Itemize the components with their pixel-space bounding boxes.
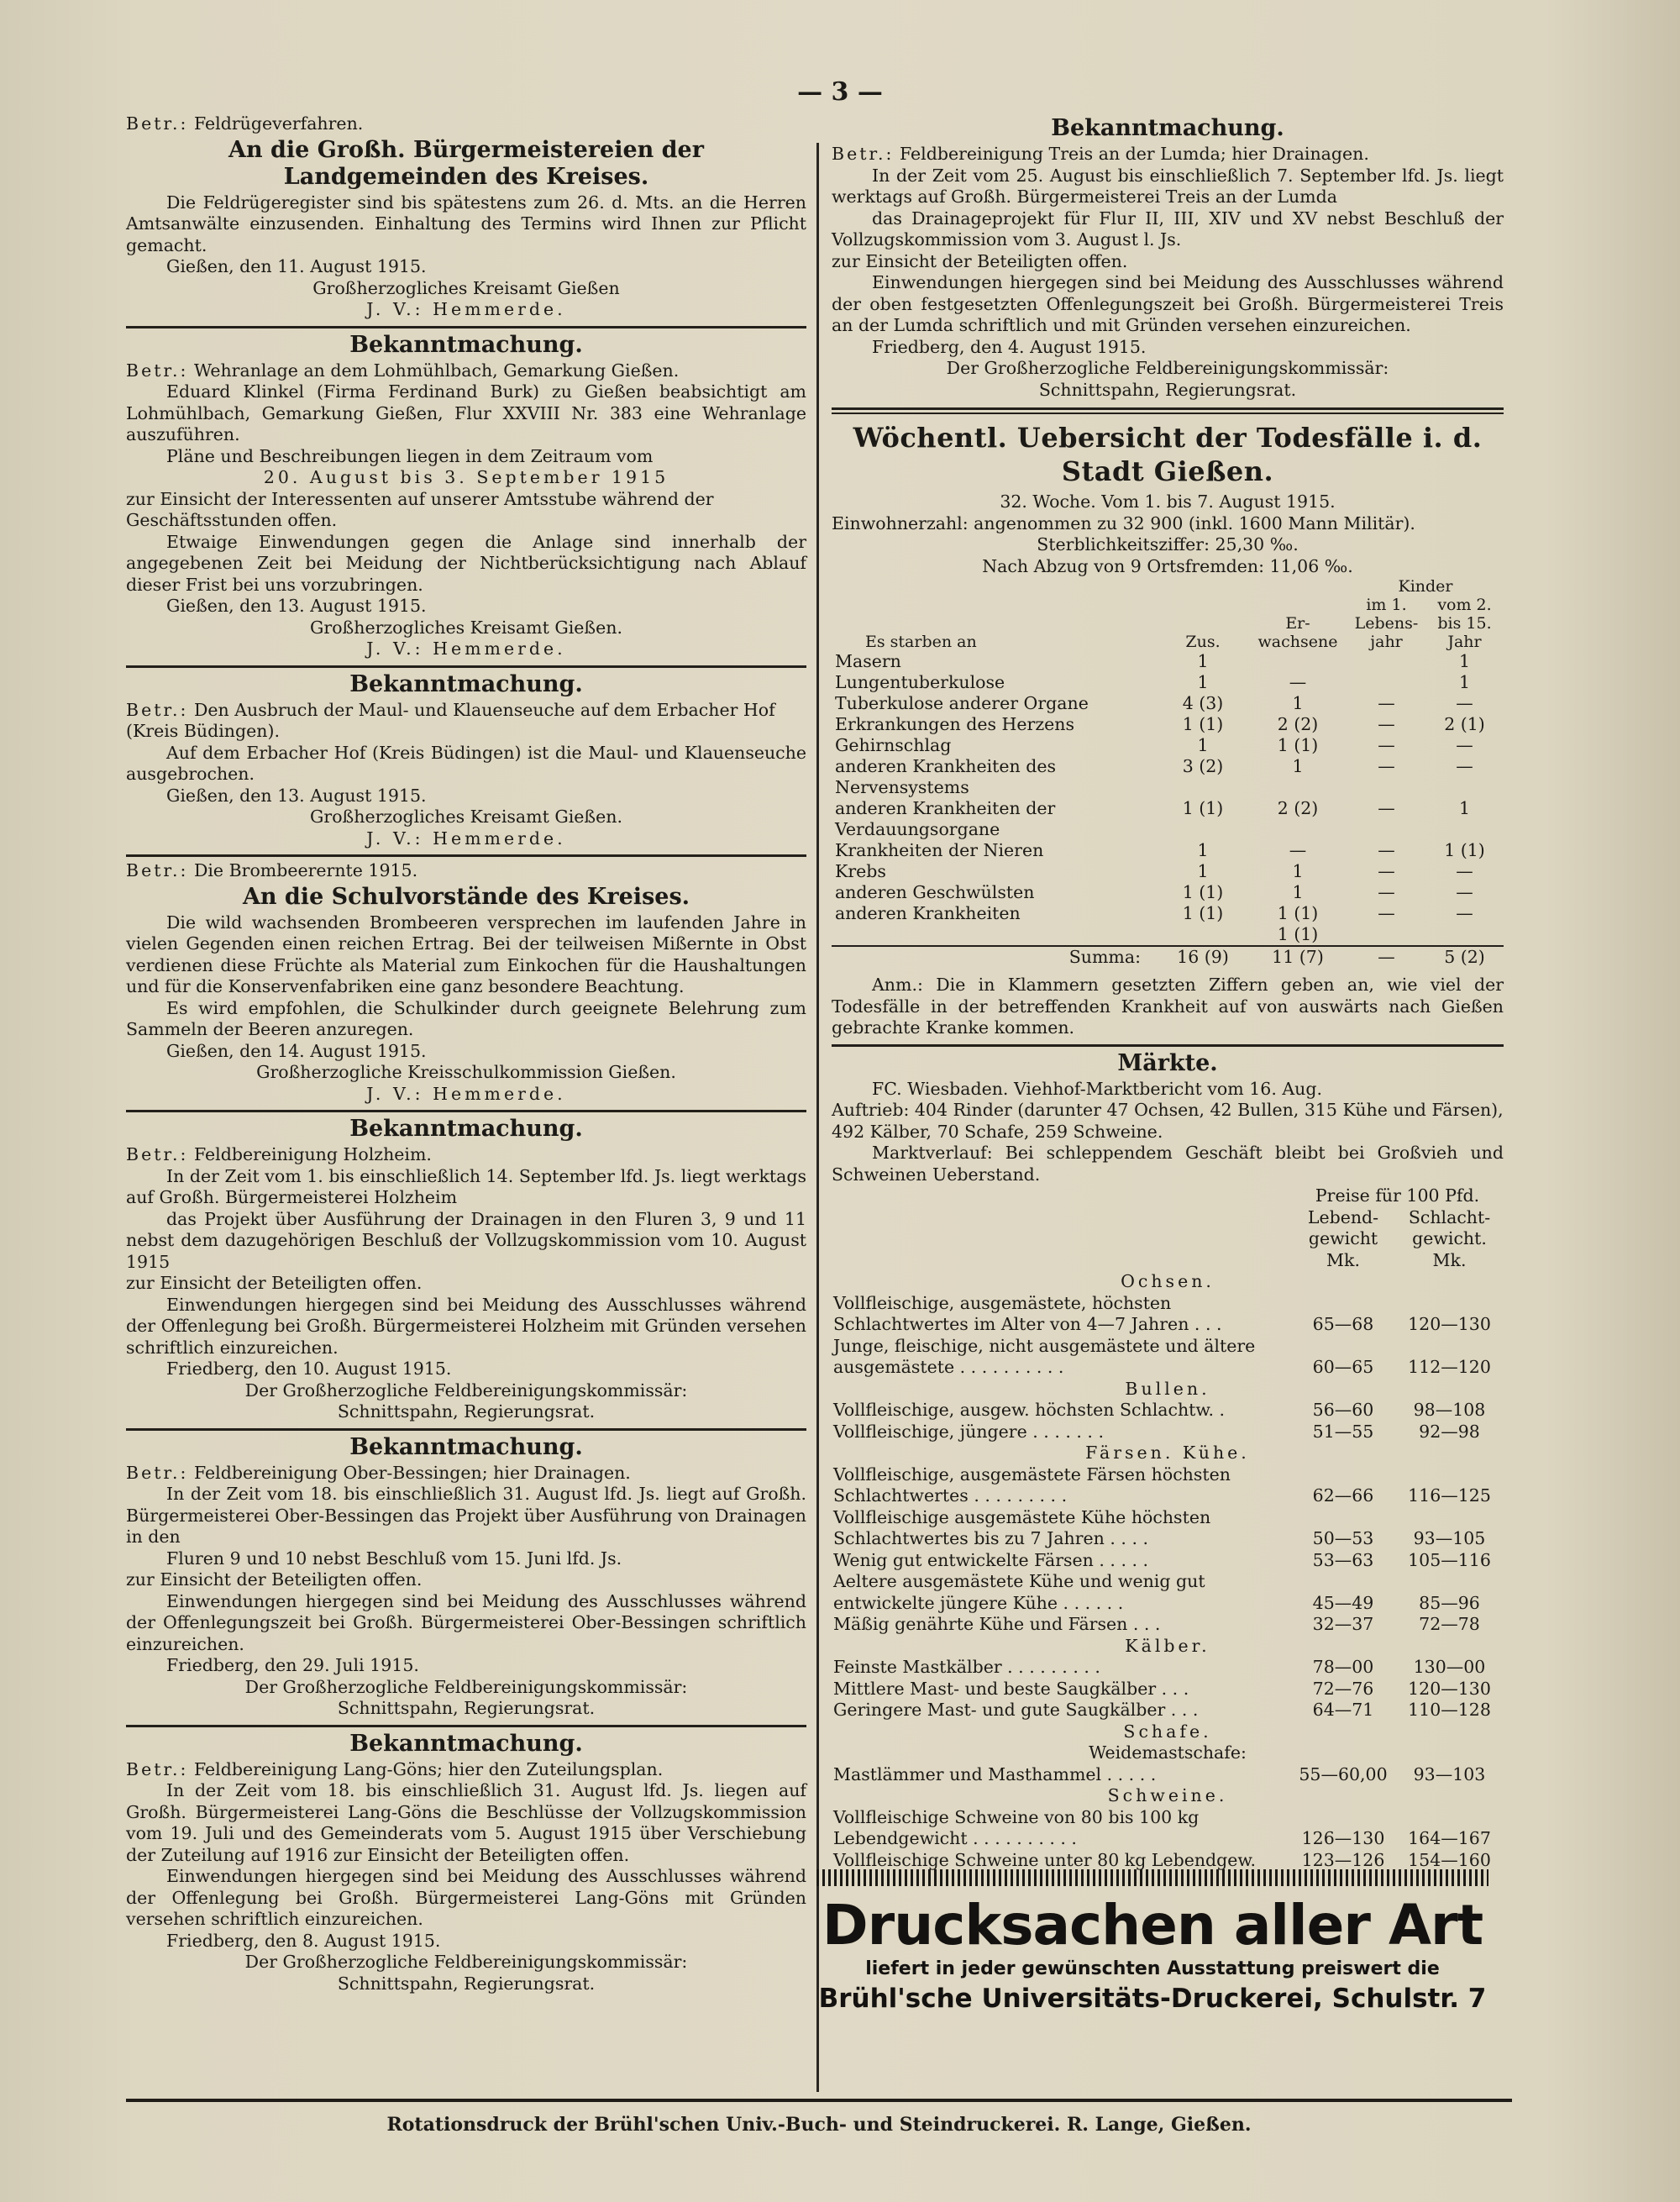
markets-title: Märkte. [1117, 1049, 1218, 1076]
total-cell: 1 [1197, 672, 1209, 692]
price-live: 45—49 [1312, 1592, 1374, 1613]
notice-body: das Projekt über Ausführung der Drainagen in den Fluren 3, 9 und 11 nebst dem dazugehörigen Beschluß der Vollzugskommission vom 10. August 1915 [126, 1208, 806, 1272]
adults-cell [1248, 651, 1347, 672]
total-cell: 1 (1) [1182, 798, 1224, 818]
notice-signature-name: J. V.: Hemmerde. [366, 828, 566, 849]
adults-cell: 2 (2) [1277, 714, 1319, 734]
market-price-row [832, 1850, 1504, 1872]
markets-line: FC. Wiesbaden. Viehhof-Marktbericht vom 16. Aug. [872, 1078, 1322, 1099]
notice-signature-name: J. V.: Hemmerde. [366, 299, 566, 319]
deaths-row-extra [832, 924, 1504, 946]
price-label: Feinste Mastkälber . . . . . . . . . [833, 1657, 1100, 1677]
price-slaughter: 112—120 [1408, 1357, 1491, 1377]
notice-holzheim [126, 1116, 806, 1423]
notice-body: Eduard Klinkel (Firma Ferdinand Burk) zu Gießen beabsichtigt am Lohmühlbach, Gemarkung Gießen, Flur XXVIII Nr. 383 eine Wehranlage auszuführen. [126, 381, 806, 444]
header-adults: Er-wachsene [1257, 614, 1338, 651]
price-slaughter: 93—105 [1413, 1528, 1486, 1548]
deaths-week: 32. Woche. Vom 1. bis 7. August 1915. [1000, 491, 1336, 512]
market-category: Schweine. [1107, 1785, 1228, 1805]
deaths-row [832, 798, 1504, 840]
notice-headline: An die Großh. Bürgermeistereien der Landgemeinden des Kreises. [228, 136, 704, 190]
notice-body: zur Einsicht der Beteiligten offen. [832, 250, 1128, 271]
notice-subject: Betr.: Wehranlage an dem Lohmühlbach, Gemarkung Gießen. [126, 360, 680, 381]
cause-cell: anderen Geschwülsten [835, 882, 1035, 902]
notice-body: das Drainageprojekt für Flur II, III, XIV und XV nebst Beschluß der Vollzugskommission vom 3. August l. Js. [832, 208, 1504, 250]
from-second-cell: — [1456, 693, 1473, 713]
market-price-row [832, 1657, 1504, 1679]
notice-body: In der Zeit vom 25. August bis einschließlich 7. September lfd. Js. liegt werktags auf Großh. Bürgermeisterei Treis an der Lumda [832, 165, 1504, 207]
price-label: Vollfleischige, ausgew. höchsten Schlachtw. . [833, 1400, 1226, 1420]
right-column [832, 113, 1504, 1871]
notice-title: Bekanntmachung. [1051, 115, 1284, 141]
deaths-population: Einwohnerzahl: angenommen zu 32 900 (inkl. 1600 Mann Militär). [832, 512, 1415, 533]
notice-signature-office: Großherzogliches Kreisamt Gießen. [310, 617, 622, 638]
deaths-row [832, 735, 1504, 756]
col-live-weight: Lebend-gewicht [1307, 1206, 1379, 1248]
deaths-row [832, 714, 1504, 735]
deaths-row [832, 693, 1504, 714]
market-price-row [832, 1764, 1504, 1786]
total-cell: 1 [1197, 840, 1209, 860]
markets-line: Auftrieb: 404 Rinder (darunter 47 Ochsen, 42 Bullen, 315 Kühe und Färsen), 492 Kälber, 70 Schafe, 259 Schweine. [832, 1100, 1504, 1142]
market-price-row [832, 1807, 1504, 1850]
deaths-row [832, 651, 1504, 672]
adults-cell: 1 [1292, 861, 1304, 881]
price-slaughter: 93—103 [1413, 1763, 1486, 1784]
price-label: Wenig gut entwickelte Färsen . . . . . [833, 1549, 1149, 1570]
market-category: Ochsen. [1121, 1271, 1215, 1291]
price-label: Mäßig genährte Kühe und Färsen . . . [833, 1614, 1161, 1634]
cause-cell: anderen Krankheiten der Verdauungsorgane [835, 798, 1056, 839]
price-slaughter: 120—130 [1408, 1314, 1491, 1334]
column-rule [816, 143, 819, 2092]
cause-cell: Erkrankungen des Herzens [835, 714, 1074, 734]
notice-date: Friedberg, den 29. Juli 1915. [166, 1655, 419, 1675]
adults-cell: 2 (2) [1277, 798, 1319, 818]
notice-body: zur Einsicht der Beteiligten offen. [126, 1273, 423, 1293]
first-year-cell: — [1378, 840, 1395, 860]
header-children: Kinder [1398, 577, 1453, 596]
notice-brombeerernte [126, 860, 806, 1105]
price-live: 60—65 [1312, 1357, 1374, 1377]
notice-subject: Betr.: Die Brombeerernte 1915. [126, 860, 418, 880]
ad-firm: Brühl'sche Universitäts-Druckerei, Schulstr. 7 [818, 1984, 1487, 2014]
notice-signature-name: Schnittspahn, Regierungsrat. [337, 1698, 596, 1718]
market-price-row [832, 1550, 1504, 1572]
price-live: 51—55 [1312, 1421, 1374, 1442]
from-second-cell: 1 (1) [1444, 840, 1485, 860]
market-category: Schafe. [1123, 1721, 1212, 1742]
divider [126, 1428, 806, 1431]
price-slaughter: 85—96 [1419, 1592, 1480, 1613]
first-year-cell: — [1378, 882, 1395, 902]
deaths-sum-row [832, 946, 1504, 968]
adults-cell: 1 [1292, 693, 1304, 713]
notice-title: Bekanntmachung. [349, 1433, 583, 1460]
adults-cell: — [1289, 672, 1307, 692]
total-cell: 1 [1197, 861, 1209, 881]
notice-signature-name: J. V.: Hemmerde. [366, 639, 566, 659]
notice-body: Einwendungen hiergegen sind bei Meidung des Ausschlusses während der Offenlegung bei Großh. Bürgermeisterei Lang-Göns mit Gründen versehen schriftlich einzureichen. [126, 1866, 806, 1929]
adults-cell: 1 (1) [1277, 903, 1319, 923]
markets-section [832, 1050, 1504, 1872]
ad-border [816, 1869, 1488, 1886]
price-label: Mittlere Mast- und beste Saugkälber . . . [833, 1678, 1189, 1699]
from-second-cell: — [1456, 756, 1473, 776]
market-price-row [832, 1293, 1504, 1336]
adults-cell: 1 (1) [1277, 735, 1319, 755]
divider [126, 1110, 806, 1112]
notice-signature-office: Großherzogliches Kreisamt Gießen. [310, 807, 622, 827]
notice-body: Die wild wachsenden Brombeeren versprechen im laufenden Jahre in vielen Gegenden einen reichen Ertrag. Bei der teilweisen Mißernte in Obst verdienen diese Früchte als Material zum Einkochen für die Haushaltungen und für die Konservenfabriken eine ganz besondere Beachtung. [126, 912, 806, 996]
price-label: Geringere Mast- und gute Saugkälber . . . [833, 1700, 1199, 1720]
price-live: 123—126 [1301, 1849, 1385, 1870]
notice-body: zur Einsicht der Interessenten auf unserer Amtsstube während der Geschäftsstunden offen. [126, 488, 714, 530]
col-slaughter-weight: Schlacht-gewicht. [1408, 1206, 1491, 1248]
price-slaughter: 116—125 [1408, 1485, 1491, 1506]
divider [832, 407, 1504, 414]
notice-treis [832, 115, 1504, 401]
notice-signature-name: Schnittspahn, Regierungsrat. [337, 1973, 596, 1994]
ad-subline: liefert in jeder gewünschten Ausstattung preiswert die [865, 1958, 1440, 1979]
price-slaughter: 98—108 [1413, 1400, 1486, 1420]
deaths-row [832, 903, 1504, 924]
first-year-cell: — [1378, 714, 1395, 734]
from-second-cell: 1 [1458, 672, 1471, 692]
first-year-cell: — [1378, 693, 1395, 713]
price-live: 126—130 [1301, 1828, 1385, 1848]
price-label: Vollfleischige, jüngere . . . . . . . [833, 1421, 1104, 1442]
notice-feldruege [126, 113, 806, 321]
notice-body: Fluren 9 und 10 nebst Beschluß vom 15. Juni lfd. Js. [166, 1548, 622, 1569]
notice-body: Die Feldrügeregister sind bis spätestens zum 26. d. Mts. an die Herren Amtsanwälte einzusenden. Einhaltung des Termins wird Ihnen zur Pflicht gemacht. [126, 192, 806, 255]
cause-cell: Masern [835, 651, 901, 671]
deaths-overview [832, 421, 1504, 1039]
notice-signature-office: Der Großherzogliche Feldbereinigungskommissär: [244, 1676, 688, 1697]
market-price-row [832, 1700, 1504, 1721]
notice-body: In der Zeit vom 18. bis einschließlich 31. August lfd. Js. liegt auf Großh. Bürgermeisterei Ober-Bessingen das Projekt über Ausführung von Drainagen in den [126, 1484, 806, 1547]
cause-cell: Krebs [835, 861, 886, 881]
divider [126, 326, 806, 328]
deaths-row [832, 756, 1504, 798]
total-cell: 4 (3) [1182, 693, 1224, 713]
price-live: 64—71 [1312, 1700, 1374, 1720]
notice-body: Einwendungen hiergegen sind bei Meidung des Ausschlusses während der oben festgesetzten Offenlegungszeit bei Großh. Bürgermeisterei Treis an der Lumda schriftlich und mit Gründen versehen einzureichen. [832, 272, 1504, 335]
price-slaughter: 72—78 [1419, 1614, 1480, 1634]
market-category-row [832, 1785, 1504, 1807]
deaths-row [832, 672, 1504, 693]
adults-cell: 1 [1292, 756, 1304, 776]
notice-headline: An die Schulvorstände des Kreises. [242, 883, 690, 910]
price-slaughter: 130—00 [1413, 1657, 1486, 1677]
market-category-row [832, 1636, 1504, 1658]
notice-date: Gießen, den 13. August 1915. [166, 785, 427, 806]
price-slaughter: 164—167 [1408, 1828, 1491, 1848]
price-live: 72—76 [1312, 1678, 1374, 1699]
price-live: 78—00 [1312, 1657, 1374, 1677]
notice-subject: Betr.: Feldrügeverfahren. [126, 113, 364, 134]
first-year-cell: — [1378, 735, 1395, 755]
price-label: Aeltere ausgemästete Kühe und wenig gut entwickelte jüngere Kühe . . . . . . [833, 1571, 1205, 1613]
price-live: 65—68 [1312, 1314, 1374, 1334]
from-second-cell: — [1456, 735, 1473, 755]
deaths-table [832, 577, 1504, 968]
price-live: 56—60 [1312, 1400, 1374, 1420]
cause-cell: anderen Krankheiten [835, 903, 1021, 923]
notice-body: zur Einsicht der Beteiligten offen. [126, 1569, 423, 1590]
total-cell: 1 [1197, 651, 1209, 671]
market-price-row [832, 1336, 1504, 1379]
price-label: Mastlämmer und Masthammel . . . . . [833, 1763, 1157, 1784]
market-category-row [832, 1379, 1504, 1401]
sum-label: Summa: [832, 946, 1158, 968]
price-slaughter: 105—116 [1408, 1549, 1491, 1570]
notice-title: Bekanntmachung. [349, 1116, 583, 1142]
from-second-cell: — [1456, 903, 1473, 923]
deaths-rate-adjusted: Nach Abzug von 9 Ortsfremden: 11,06 ‰. [982, 555, 1353, 576]
unit-b: Mk. [1432, 1249, 1467, 1270]
price-label: Vollfleischige, ausgemästete, höchsten Schlachtwertes im Alter von 4—7 Jahren . . . [833, 1292, 1222, 1334]
notice-subject: Betr.: Feldbereinigung Holzheim. [126, 1144, 432, 1164]
notice-lang-goens [126, 1731, 806, 1995]
from-second-cell: 1 [1458, 651, 1471, 671]
unit-a: Mk. [1326, 1249, 1360, 1270]
market-subcategory: Weidemastschafe: [1089, 1742, 1247, 1763]
printer-imprint: Rotationsdruck der Brühl'schen Univ.-Buch- und Steindruckerei. R. Lange, Gießen. [126, 2099, 1512, 2136]
notice-date: Gießen, den 13. August 1915. [166, 596, 427, 616]
price-label: Vollfleischige ausgemästete Kühe höchsten Schlachtwertes bis zu 7 Jahren . . . . [833, 1506, 1211, 1548]
advertisement [816, 1869, 1488, 2079]
total-cell: 1 (1) [1182, 882, 1224, 902]
total-cell: 1 (1) [1182, 903, 1224, 923]
first-year-cell: — [1378, 798, 1395, 818]
price-slaughter: 120—130 [1408, 1678, 1491, 1699]
first-year-cell: — [1378, 903, 1395, 923]
notice-body: In der Zeit vom 18. bis einschließlich 31. August lfd. Js. liegen auf Großh. Bürgermeisterei Lang-Göns die Beschlüsse der Vollzugskommission vom 19. Juli und des Gemeinderats vom 5. August 1915 über Verschiebung der Zuteilung auf 1916 zur Einsicht der Beteiligten offen. [126, 1780, 806, 1865]
notice-subject: Betr.: Feldbereinigung Ober-Bessingen; hier Drainagen. [126, 1462, 631, 1483]
header-from-second: vom 2. bis 15. Jahr [1437, 596, 1492, 651]
notice-signature-name: Schnittspahn, Regierungsrat. [337, 1401, 596, 1422]
notice-signature-name: J. V.: Hemmerde. [366, 1083, 566, 1104]
price-header: Preise für 100 Pfd. [1315, 1185, 1480, 1206]
cause-cell: Krankheiten der Nieren [835, 840, 1044, 860]
notice-subject: Betr.: Feldbereinigung Lang-Göns; hier den Zuteilungsplan. [126, 1758, 664, 1779]
market-category: Färsen. Kühe. [1085, 1443, 1250, 1463]
market-category-row [832, 1721, 1504, 1743]
from-second-cell: 2 (1) [1444, 714, 1485, 734]
price-label: Junge, fleischige, nicht ausgemästete und ältere ausgemästete . . . . . . . . . . [833, 1335, 1256, 1377]
notice-ober-bessingen [126, 1434, 806, 1720]
total-cell: 1 [1197, 735, 1209, 755]
notice-subject: Betr.: Feldbereinigung Treis an der Lumda; hier Drainagen. [832, 144, 1369, 164]
notice-body: Etwaige Einwendungen gegen die Anlage sind innerhalb der angegebenen Zeit bei Meidung der Nichtberücksichtigung nach Ablauf dieser Frist bei uns vorzubringen. [126, 531, 806, 595]
deaths-title: Wöchentl. Uebersicht der Todesfälle i. d. Stadt Gießen. [853, 422, 1483, 487]
notice-seuche [126, 671, 806, 850]
market-category: Bullen. [1125, 1378, 1210, 1399]
adults-cell: 1 [1292, 882, 1304, 902]
notice-signature-office: Der Großherzogliche Feldbereinigungskommissär: [244, 1952, 688, 1972]
price-live: 32—37 [1312, 1614, 1374, 1634]
notice-subject: Betr.: Den Ausbruch der Maul- und Klauenseuche auf dem Erbacher Hof (Kreis Büdingen). [126, 699, 775, 741]
notice-date: Friedberg, den 4. August 1915. [872, 336, 1147, 357]
market-price-row [832, 1679, 1504, 1700]
header-first-year: im 1. Lebens-jahr [1354, 596, 1419, 651]
header-total: Zus. [1185, 633, 1221, 651]
price-label: Vollfleischige Schweine unter 80 kg Lebendgew. [833, 1849, 1257, 1870]
notice-title: Bekanntmachung. [349, 1730, 583, 1757]
price-live: 62—66 [1312, 1485, 1374, 1506]
notice-date: Gießen, den 11. August 1915. [166, 256, 427, 276]
notice-body: Einwendungen hiergegen sind bei Meidung des Ausschlusses während der Offenlegung bei Großh. Bürgermeisterei Holzheim mit Gründen versehen schriftlich einzureichen. [126, 1294, 806, 1358]
sum-first-year: — [1347, 946, 1425, 968]
deaths-row [832, 882, 1504, 903]
divider [126, 665, 806, 668]
first-year-cell: — [1378, 861, 1395, 881]
notice-date: Friedberg, den 8. August 1915. [166, 1930, 441, 1951]
market-price-row [832, 1507, 1504, 1550]
price-slaughter: 92—98 [1419, 1421, 1480, 1442]
price-label: Vollfleischige, ausgemästete Färsen höchsten Schlachtwertes . . . . . . . . . [833, 1464, 1231, 1506]
header-cause: Es starben an [865, 633, 977, 651]
cause-cell: Gehirnschlag [835, 735, 952, 755]
notice-body: Pläne und Beschreibungen liegen in dem Zeitraum vom [166, 445, 654, 466]
cause-cell: Lungentuberkulose [835, 672, 1005, 692]
notice-signature-office: Großherzogliche Kreisschulkommission Gießen. [256, 1062, 676, 1082]
sum-from-second: 5 (2) [1425, 946, 1504, 968]
notice-signature-office: Der Großherzogliche Feldbereinigungskommissär: [946, 358, 1389, 378]
notice-body: Einwendungen hiergegen sind bei Meidung des Ausschlusses während der Offenlegungszeit bei Großh. Bürgermeisterei Ober-Bessingen schriftlich einzureichen. [126, 1590, 806, 1654]
deaths-row [832, 861, 1504, 882]
notice-title: Bekanntmachung. [349, 331, 583, 358]
deaths-note: Anm.: Die in Klammern gesetzten Ziffern geben an, wie viel der Todesfälle in der betreffenden Krankheit auf von auswärts nach Gießen gebrachte Kranke kommen. [832, 975, 1504, 1038]
left-column [126, 113, 806, 1994]
cause-cell: Tuberkulose anderer Organe [835, 693, 1089, 713]
price-slaughter: 154—160 [1408, 1849, 1491, 1870]
divider [832, 1044, 1504, 1047]
sum-adults: 11 (7) [1248, 946, 1347, 968]
total-cell: 3 (2) [1182, 756, 1224, 776]
market-price-row [832, 1400, 1504, 1422]
from-second-cell: — [1456, 882, 1473, 902]
notice-signature-office: Großherzogliches Kreisamt Gießen [312, 277, 620, 298]
market-category-row [832, 1271, 1504, 1293]
from-second-cell: 1 [1458, 798, 1471, 818]
price-slaughter: 110—128 [1408, 1700, 1491, 1720]
market-price-row [832, 1464, 1504, 1507]
price-label: Vollfleischige Schweine von 80 bis 100 kg Lebendgewicht . . . . . . . . . . [833, 1806, 1200, 1848]
market-category-row [832, 1443, 1504, 1464]
sum-total: 16 (9) [1158, 946, 1248, 968]
notice-body: In der Zeit vom 1. bis einschließlich 14. September lfd. Js. liegt werktags auf Großh. Bürgermeisterei Holzheim [126, 1165, 806, 1207]
notice-signature-name: Schnittspahn, Regierungsrat. [1038, 379, 1297, 400]
divider [126, 1725, 806, 1727]
markets-line: Marktverlauf: Bei schleppendem Geschäft bleibt bei Großvieh und Schweinen Ueberstand. [832, 1143, 1504, 1185]
price-live: 53—63 [1312, 1549, 1374, 1570]
notice-period: 20. August bis 3. September 1915 [263, 467, 669, 487]
market-category: Kälber. [1125, 1635, 1210, 1656]
notice-date: Gießen, den 14. August 1915. [166, 1040, 427, 1061]
market-price-row [832, 1571, 1504, 1614]
notice-body: Auf dem Erbacher Hof (Kreis Büdingen) ist die Maul- und Klauenseuche ausgebrochen. [126, 742, 806, 784]
first-year-cell [1347, 651, 1425, 672]
first-year-cell: — [1378, 756, 1395, 776]
from-second-cell: — [1456, 861, 1473, 881]
page-number: — 3 — [797, 77, 883, 107]
notice-signature-office: Der Großherzogliche Feldbereinigungskommissär: [244, 1380, 688, 1401]
deaths-rate: Sterblichkeitsziffer: 25,30 ‰. [1037, 534, 1299, 554]
cause-cell: anderen Krankheiten des Nervensystems [835, 756, 1057, 797]
market-price-table [832, 1185, 1504, 1871]
total-cell: 1 (1) [1182, 714, 1224, 734]
first-year-cell [1347, 672, 1425, 693]
market-price-row [832, 1614, 1504, 1636]
market-subcategory-row [832, 1742, 1504, 1764]
divider [126, 854, 806, 857]
notice-wehranlage [126, 332, 806, 660]
notice-title: Bekanntmachung. [349, 670, 583, 697]
deaths-row [832, 840, 1504, 861]
price-live: 55—60,00 [1299, 1763, 1388, 1784]
price-live: 50—53 [1312, 1528, 1374, 1548]
notice-date: Friedberg, den 10. August 1915. [166, 1359, 452, 1379]
market-price-row [832, 1422, 1504, 1443]
ad-headline: Drucksachen aller Art [822, 1893, 1483, 1958]
notice-body: Es wird empfohlen, die Schulkinder durch geeignete Belehrung zum Sammeln der Beeren anzuregen. [126, 997, 806, 1039]
adults-cell: 1 (1) [1277, 924, 1319, 944]
adults-cell: — [1289, 840, 1307, 860]
